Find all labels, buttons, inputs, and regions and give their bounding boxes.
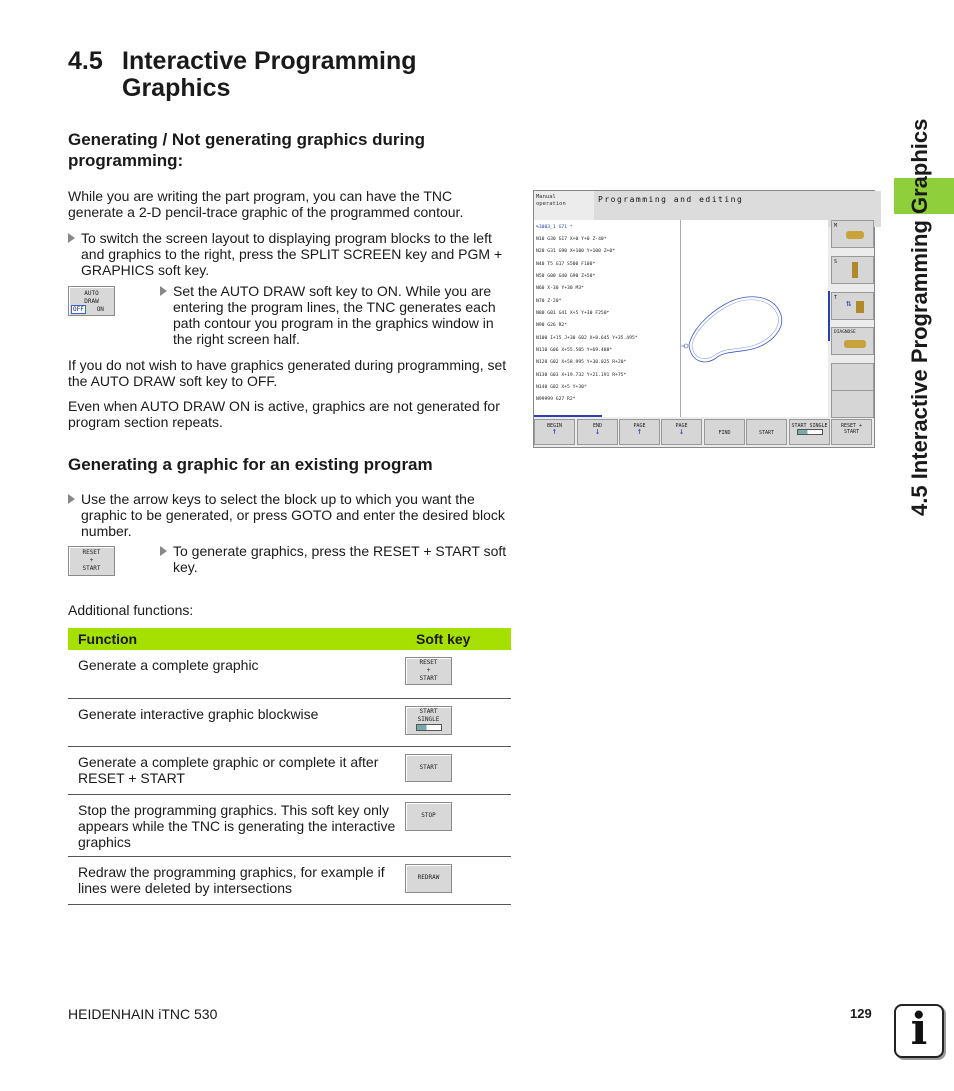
diagnose-key[interactable] [831, 327, 874, 355]
header-soft-key: Soft key [406, 628, 511, 650]
table-row [68, 746, 511, 794]
softkey-label: S [834, 259, 838, 265]
spindle-icon [852, 262, 858, 278]
triangle-bullet-icon [68, 233, 75, 243]
softkey-label: PAGE [675, 423, 688, 429]
info-icon: i [894, 1004, 944, 1058]
empty-softkey[interactable] [831, 363, 874, 391]
start-single-softkey[interactable] [405, 706, 452, 735]
softkey-label: RESET [419, 659, 438, 666]
table-row [68, 698, 511, 746]
end-softkey[interactable] [577, 419, 618, 445]
softkey-label: RESET [82, 549, 101, 556]
function-cell: Stop the programming graphics. This soft key only appears while the TNC is generating the interactive graphics [68, 794, 406, 856]
graphics-scroll-indicator [828, 291, 830, 341]
bullet-text: Set the AUTO DRAW soft key to ON. While you are entering the program lines, the TNC generates each path contour you program in the graphics window in the right screen half. [173, 283, 496, 347]
start-softkey[interactable] [746, 419, 787, 445]
softkey-label: START [419, 707, 438, 715]
horizontal-softkeys [534, 419, 874, 447]
page-number: 129 [850, 1006, 872, 1021]
triangle-bullet-icon [160, 286, 167, 296]
section-title [68, 48, 417, 102]
function-cell: Generate interactive graphic blockwise [68, 698, 406, 746]
softkey-label: DRAW [84, 298, 99, 305]
start-softkey[interactable] [405, 754, 452, 782]
m-function-key[interactable] [831, 220, 874, 248]
program-line: N120 G02 X+58.995 Y+30.025 R+20* [536, 360, 627, 365]
function-cell: Generate a complete graphic [68, 650, 406, 698]
softkey-label: T [834, 295, 838, 301]
softkey-label: START SINGLE [791, 423, 828, 429]
softkey-label: END [592, 423, 603, 429]
header-function: Function [68, 628, 406, 650]
softkey-label: + [89, 557, 94, 564]
arrow-up-icon: ↑ [636, 427, 643, 437]
tool-change-icon [856, 301, 864, 313]
paragraph-auto-draw-off: If you do not wish to have graphics generated during programming, set the AUTO DRAW soft key to OFF. [68, 357, 507, 389]
start-single-softkey[interactable] [789, 419, 830, 445]
program-line: N130 G03 X+19.732 Y+21.191 R+75* [536, 373, 627, 378]
softkey-label: REDRAW [417, 873, 440, 881]
bullet-text: To switch the screen layout to displaying program blocks to the left and graphics to the right, press the SPLIT SCREEN key and PGM + GRAPHICS soft key. [81, 230, 503, 278]
t-function-key[interactable] [831, 292, 874, 320]
additional-functions-label: Additional functions: [68, 602, 194, 618]
page-down-softkey[interactable] [661, 419, 702, 445]
program-line: N110 G06 X+55.505 Y+69.488* [536, 348, 613, 353]
section-title-line2: Graphics [122, 74, 231, 102]
arrows-icon: ⇅ [846, 299, 852, 309]
stop-softkey[interactable] [405, 802, 452, 831]
program-line: N70 Z-20* [536, 299, 562, 304]
softkey-label: PAGE [633, 423, 646, 429]
reset-start-softkey[interactable] [405, 657, 452, 685]
softkey-label: AUTO [84, 290, 99, 297]
triangle-bullet-icon [68, 494, 75, 504]
s-function-key[interactable] [831, 256, 874, 284]
program-line: N50 G00 G40 G90 Z+50* [536, 274, 596, 279]
page-up-softkey[interactable] [619, 419, 660, 445]
softkey-label: DIAGNOSE [834, 330, 856, 335]
tnc-screenshot [533, 190, 875, 448]
triangle-bullet-icon [160, 546, 167, 556]
mode-label: Manual [536, 194, 556, 200]
find-softkey[interactable] [704, 419, 745, 445]
progress-bar-icon [406, 724, 451, 734]
softkey-label: + [426, 667, 431, 674]
arrow-down-icon: ↓ [594, 427, 601, 437]
softkey-label: STOP [421, 811, 436, 819]
contour-graphic [681, 220, 828, 417]
off-indicator: OFF [73, 306, 84, 313]
softkey-label: M [834, 223, 838, 229]
vertical-softkeys [831, 220, 873, 417]
softkey-label: SINGLE [417, 715, 440, 723]
diagnose-icon [844, 340, 866, 348]
table-row [68, 794, 511, 856]
redraw-softkey[interactable] [405, 864, 452, 893]
program-line: N10 G30 G17 X+0 Y+0 Z-40* [536, 237, 607, 242]
empty-softkey[interactable] [831, 390, 874, 418]
subheading-generating-not-generating: Generating / Not generating graphics during programming: [68, 130, 426, 170]
sidebar-title: 4.5 Interactive Programming Graphics [907, 118, 932, 516]
progress-bar-icon [790, 429, 829, 437]
program-line: %3003_1 G71 * [536, 225, 573, 230]
program-window [534, 220, 681, 417]
function-cell: Generate a complete graphic or complete it after RESET + START [68, 746, 406, 794]
program-line: N90 G26 R2* [536, 323, 568, 328]
bullet-arrow-keys [68, 491, 510, 539]
softkey-label: START [82, 565, 101, 572]
tool-icon [846, 231, 864, 239]
program-line: N99999 G27 R2* [536, 397, 576, 402]
program-line: N100 I+15 J+30 G02 X+8.645 Y+35.495* [536, 336, 638, 341]
reset-start-softkey[interactable] [831, 419, 872, 445]
bullet-split-screen [68, 230, 510, 278]
softkey-label: RESET + START [840, 423, 863, 435]
program-line: N80 G01 G41 X+5 Y+30 F250* [536, 311, 610, 316]
program-line: N60 X-30 Y+30 M3* [536, 286, 584, 291]
arrow-up-icon: ↑ [551, 427, 558, 437]
arrow-down-icon: ↓ [678, 427, 685, 437]
intro-paragraph: While you are writing the part program, you can have the TNC generate a 2-D pencil-trace graphic of the programmed contour. [68, 188, 464, 220]
softkey-label: START [419, 675, 438, 682]
on-indicator: ON [96, 306, 104, 313]
softkey-label: START [419, 763, 438, 771]
softkey-label: FIND [718, 430, 731, 436]
screen-header: Programming and editing [594, 191, 881, 227]
program-line: N20 G31 G90 X+100 Y+100 Z+0* [536, 249, 616, 254]
program-line: N40 T5 G17 S500 F100* [536, 262, 596, 267]
bullet-text: To generate graphics, press the RESET + START soft key. [173, 543, 507, 575]
bullet-text: Use the arrow keys to select the block up to which you want the graphic to be generated, or press GOTO and enter the desired block number. [81, 491, 505, 539]
softkey-label: START [758, 430, 775, 436]
table-row [68, 856, 511, 904]
mode-label: operation [536, 201, 566, 207]
softkey-label: BEGIN [546, 423, 563, 429]
function-cell: Redraw the programming graphics, for example if lines were deleted by intersections [68, 856, 406, 904]
bullet-auto-draw [160, 283, 510, 347]
program-line: N140 G02 X+5 Y+30* [536, 385, 587, 390]
section-number: 4.5 [68, 47, 103, 75]
subheading-existing-program: Generating a graphic for an existing program [68, 455, 433, 474]
footer-product: HEIDENHAIN iTNC 530 [68, 1006, 218, 1022]
table-row [68, 650, 511, 698]
auto-draw-softkey[interactable] [68, 286, 115, 316]
table-header-row [68, 628, 511, 650]
reset-start-softkey[interactable] [68, 546, 115, 576]
functions-table [68, 628, 511, 905]
section-title-line1: Interactive Programming [122, 47, 417, 75]
paragraph-section-repeats: Even when AUTO DRAW ON is active, graphics are not generated for program section repeats. [68, 398, 500, 430]
begin-softkey[interactable] [534, 419, 575, 445]
bullet-reset-start [160, 543, 510, 575]
scroll-indicator [534, 415, 602, 417]
graphics-window [681, 220, 828, 417]
